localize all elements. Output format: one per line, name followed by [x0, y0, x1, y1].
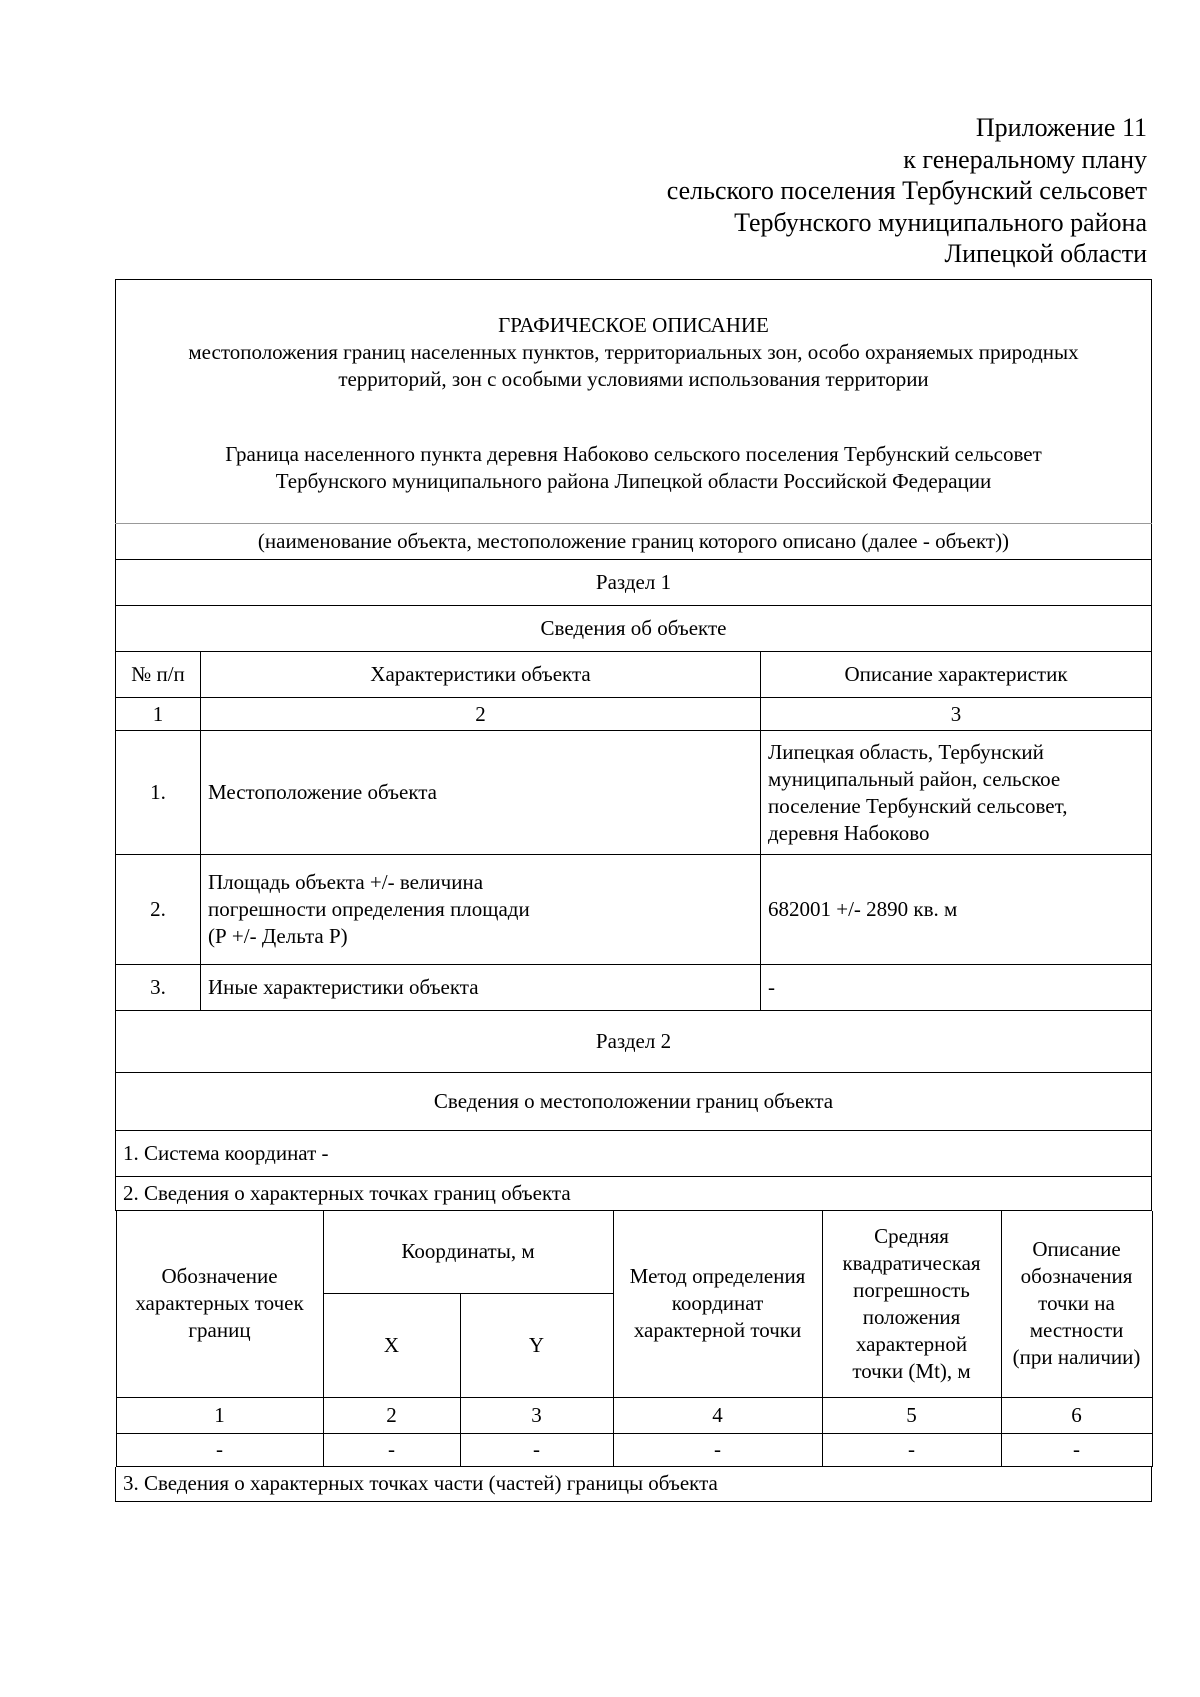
header-line: местности — [1029, 1318, 1124, 1343]
appendix-line: Тербунского муниципального района — [734, 207, 1147, 237]
table-row — [116, 731, 1152, 855]
appendix-line: Приложение 11 — [975, 113, 1147, 142]
x-header: X — [323, 1293, 460, 1397]
table-row — [116, 855, 1152, 965]
appendix-line: сельского поселения Тербунский сельсовет — [666, 176, 1147, 205]
characteristic-line: (Р +/- Дельта Р) — [208, 924, 348, 948]
method-header — [613, 1211, 822, 1397]
characteristic: Иные характеристики объекта — [201, 965, 761, 1011]
object-name: Граница населенного пункта деревня Набоково сельского поселения Тербунский сельсовет — [225, 442, 1042, 466]
column-header: Описание характеристик — [761, 652, 1152, 698]
table-row — [116, 965, 1152, 1011]
column-number: 5 — [822, 1397, 1001, 1433]
document-title: ГРАФИЧЕСКОЕ ОПИСАНИЕ — [498, 313, 769, 337]
location-description-header — [1001, 1211, 1152, 1397]
row-number: 3. — [116, 965, 201, 1011]
column-number: 3 — [761, 698, 1152, 731]
coordinates-header: Координаты, м — [323, 1211, 613, 1293]
column-number: 2 — [323, 1397, 460, 1433]
header-line: Средняя — [874, 1223, 949, 1248]
characteristic-line: Площадь объекта +/- величина — [208, 870, 484, 894]
header-line: характерных точек — [135, 1291, 304, 1316]
section2-title: Сведения о местоположении границ объекта — [116, 1073, 1152, 1131]
section2-label: Раздел 2 — [116, 1011, 1152, 1073]
table-cell: - — [460, 1433, 613, 1466]
header-line: Описание — [1032, 1237, 1121, 1262]
description-line: Липецкая область, Тербунский — [768, 739, 1044, 764]
table-cell: - — [116, 1433, 323, 1466]
appendix-line: к генеральному плану — [903, 144, 1147, 174]
section1-label: Раздел 1 — [116, 560, 1152, 606]
description-line: поселение Тербунский сельсовет, — [768, 793, 1068, 818]
column-header: Характеристики объекта — [201, 652, 761, 698]
header-line: погрешность — [853, 1277, 970, 1302]
header-line: положения — [862, 1304, 961, 1329]
characteristic: Местоположение объекта — [201, 731, 761, 855]
column-number: 1 — [116, 698, 201, 731]
header-line: (при наличии) — [1012, 1345, 1141, 1370]
characteristic-line: погрешности определения площади — [208, 897, 530, 921]
table-row — [116, 1433, 1152, 1466]
document-subtitle: территорий, зон с особыми условиями использования территории — [338, 367, 929, 391]
error-header — [822, 1211, 1001, 1397]
document-title-block — [116, 280, 1152, 524]
table-cell: - — [613, 1433, 822, 1466]
description-line: деревня Набоково — [768, 820, 930, 845]
appendix-line: Липецкой области — [944, 239, 1147, 268]
column-header: № п/п — [116, 652, 201, 698]
boundary-parts-heading: 3. Сведения о характерных точках части (частей) границы объекта — [116, 1467, 1152, 1502]
characteristic-description: 682001 +/- 2890 кв. м — [761, 855, 1152, 965]
table-cell: - — [323, 1433, 460, 1466]
boundary-points-container — [116, 1211, 1152, 1467]
column-number: 3 — [460, 1397, 613, 1433]
object-name: Тербунского муниципального района Липецкой области Российской Федерации — [275, 469, 992, 493]
document-subtitle: местоположения границ населенных пунктов, территориальных зон, особо охраняемых природных — [188, 340, 1079, 364]
characteristic-description — [761, 731, 1152, 855]
row-number: 1. — [116, 731, 201, 855]
y-header: Y — [460, 1293, 613, 1397]
coordinate-system: 1. Система координат - — [116, 1131, 1152, 1177]
column-number: 1 — [116, 1397, 323, 1433]
header-line: квадратическая — [842, 1250, 981, 1275]
column-number: 4 — [613, 1397, 822, 1433]
row-number: 2. — [116, 855, 201, 965]
graphic-description-form — [115, 279, 1152, 1502]
header-line: характерной — [855, 1331, 968, 1356]
header-line: обозначения — [1020, 1264, 1133, 1289]
object-name-caption: (наименование объекта, местоположение границ которого описано (далее - объект)) — [116, 524, 1152, 560]
section1-title: Сведения об объекте — [116, 606, 1152, 652]
header-line: характерной точки — [633, 1318, 802, 1343]
boundary-points-heading: 2. Сведения о характерных точках границ объекта — [116, 1177, 1152, 1211]
header-line: Метод определения — [629, 1264, 806, 1289]
designation-header — [116, 1211, 323, 1397]
description-line: муниципальный район, сельское — [768, 766, 1061, 791]
header-line: точки на — [1038, 1291, 1115, 1316]
boundary-points-table — [116, 1211, 1153, 1467]
column-number: 6 — [1001, 1397, 1152, 1433]
header-line: точки (Mt), м — [852, 1358, 971, 1383]
table-cell: - — [822, 1433, 1001, 1466]
table-cell: - — [1001, 1433, 1152, 1466]
characteristic-description: - — [761, 965, 1152, 1011]
header-line: координат — [671, 1291, 764, 1316]
header-line: границ — [188, 1318, 251, 1343]
header-line: Обозначение — [161, 1264, 278, 1289]
appendix-header — [667, 112, 1147, 270]
characteristic — [201, 855, 761, 965]
column-number: 2 — [201, 698, 761, 731]
